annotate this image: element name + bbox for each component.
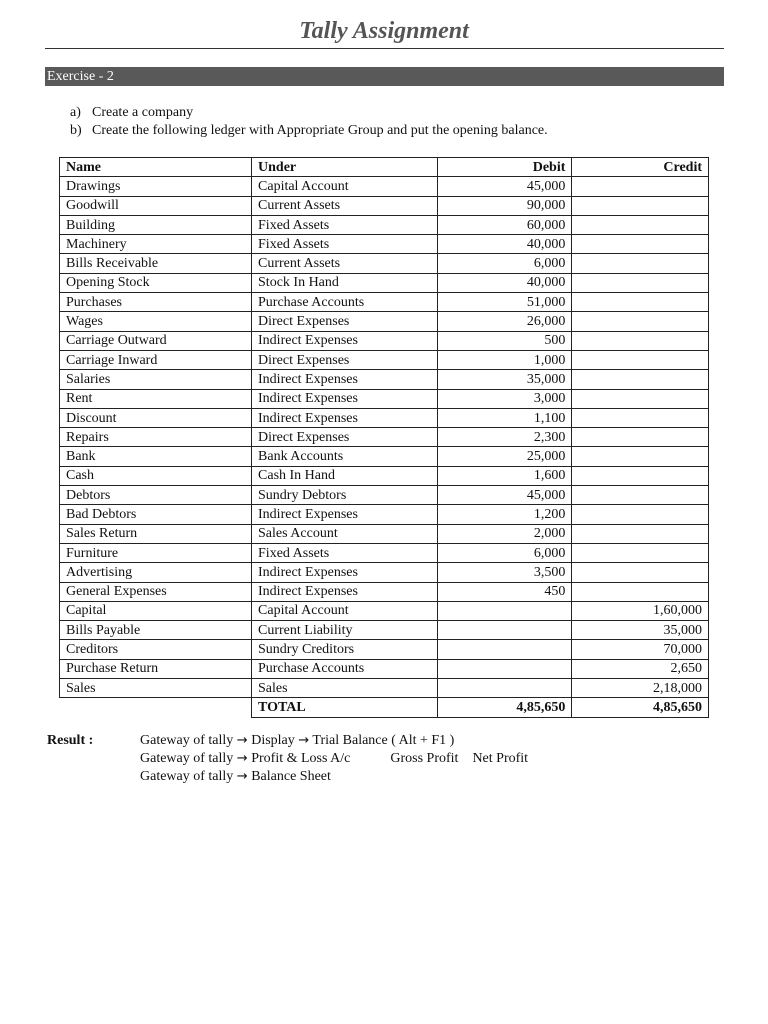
cell-name: Advertising bbox=[60, 563, 252, 582]
cell-under: Capital Account bbox=[252, 177, 438, 196]
cell-credit bbox=[572, 428, 709, 447]
cell-name: Bank bbox=[60, 447, 252, 466]
cell-credit bbox=[572, 293, 709, 312]
table-row bbox=[60, 466, 709, 485]
cell-credit bbox=[572, 273, 709, 292]
table-row bbox=[60, 486, 709, 505]
total-debit: 4,85,650 bbox=[437, 698, 572, 717]
cell-under: Current Liability bbox=[252, 621, 438, 640]
cell-debit: 51,000 bbox=[437, 293, 572, 312]
table-row bbox=[60, 640, 709, 659]
header-debit: Debit bbox=[437, 158, 572, 177]
cell-debit: 45,000 bbox=[437, 486, 572, 505]
table-row bbox=[60, 621, 709, 640]
cell-under: Indirect Expenses bbox=[252, 370, 438, 389]
cell-credit bbox=[572, 389, 709, 408]
table-row bbox=[60, 408, 709, 427]
cell-debit: 26,000 bbox=[437, 312, 572, 331]
cell-name: Purchase Return bbox=[60, 659, 252, 678]
table-row bbox=[60, 331, 709, 350]
cell-debit: 500 bbox=[437, 331, 572, 350]
table-row bbox=[60, 350, 709, 369]
cell-under: Sundry Creditors bbox=[252, 640, 438, 659]
cell-name: Cash bbox=[60, 466, 252, 485]
cell-debit: 45,000 bbox=[437, 177, 572, 196]
arrow-right-icon: → bbox=[236, 751, 248, 766]
cell-under: Sales bbox=[252, 679, 438, 698]
cell-credit bbox=[572, 505, 709, 524]
table-row bbox=[60, 563, 709, 582]
result-prefix: Gateway of tally bbox=[140, 769, 234, 784]
table-row bbox=[60, 389, 709, 408]
cell-under: Current Assets bbox=[252, 254, 438, 273]
cell-credit bbox=[572, 466, 709, 485]
cell-name: Carriage Inward bbox=[60, 350, 252, 369]
cell-debit: 6,000 bbox=[437, 254, 572, 273]
cell-under: Indirect Expenses bbox=[252, 563, 438, 582]
cell-debit bbox=[437, 621, 572, 640]
cell-under: Purchase Accounts bbox=[252, 293, 438, 312]
table-row bbox=[60, 505, 709, 524]
result-lines bbox=[140, 732, 528, 786]
cell-debit: 2,000 bbox=[437, 524, 572, 543]
table-row bbox=[60, 196, 709, 215]
result-line bbox=[140, 732, 528, 750]
cell-name: Furniture bbox=[60, 543, 252, 562]
cell-under: Direct Expenses bbox=[252, 312, 438, 331]
cell-credit bbox=[572, 524, 709, 543]
instruction-text: Create a company bbox=[92, 105, 194, 120]
cell-name: General Expenses bbox=[60, 582, 252, 601]
cell-name: Opening Stock bbox=[60, 273, 252, 292]
cell-under: Sundry Debtors bbox=[252, 486, 438, 505]
page-title: Tally Assignment bbox=[299, 18, 469, 44]
cell-credit bbox=[572, 543, 709, 562]
cell-debit bbox=[437, 640, 572, 659]
arrow-right-icon: → bbox=[298, 733, 310, 748]
cell-credit bbox=[572, 215, 709, 234]
instruction-letter: b) bbox=[70, 123, 82, 138]
cell-debit bbox=[437, 659, 572, 678]
cell-credit bbox=[572, 563, 709, 582]
cell-under: Indirect Expenses bbox=[252, 408, 438, 427]
cell-name: Debtors bbox=[60, 486, 252, 505]
table-row bbox=[60, 659, 709, 678]
table-row bbox=[60, 273, 709, 292]
cell-credit: 2,650 bbox=[572, 659, 709, 678]
table-row bbox=[60, 235, 709, 254]
table-row bbox=[60, 582, 709, 601]
cell-debit: 40,000 bbox=[437, 235, 572, 254]
cell-debit: 3,500 bbox=[437, 563, 572, 582]
result-path-step: Balance Sheet bbox=[251, 769, 331, 784]
cell-credit bbox=[572, 312, 709, 331]
cell-credit bbox=[572, 408, 709, 427]
cell-debit bbox=[437, 679, 572, 698]
cell-debit: 6,000 bbox=[437, 543, 572, 562]
cell-name: Salaries bbox=[60, 370, 252, 389]
cell-debit bbox=[437, 601, 572, 620]
cell-credit bbox=[572, 177, 709, 196]
cell-credit bbox=[572, 486, 709, 505]
table-row bbox=[60, 312, 709, 331]
cell-debit: 35,000 bbox=[437, 370, 572, 389]
cell-name: Building bbox=[60, 215, 252, 234]
cell-debit: 1,100 bbox=[437, 408, 572, 427]
cell-credit bbox=[572, 447, 709, 466]
cell-under: Stock In Hand bbox=[252, 273, 438, 292]
cell-debit: 1,200 bbox=[437, 505, 572, 524]
result-prefix: Gateway of tally bbox=[140, 751, 234, 766]
cell-name: Bad Debtors bbox=[60, 505, 252, 524]
cell-debit: 40,000 bbox=[437, 273, 572, 292]
cell-under: Fixed Assets bbox=[252, 543, 438, 562]
table-row bbox=[60, 215, 709, 234]
table-row bbox=[60, 524, 709, 543]
cell-under: Indirect Expenses bbox=[252, 389, 438, 408]
cell-debit: 90,000 bbox=[437, 196, 572, 215]
cell-debit: 450 bbox=[437, 582, 572, 601]
cell-credit: 70,000 bbox=[572, 640, 709, 659]
result-line bbox=[140, 768, 528, 786]
table-row bbox=[60, 293, 709, 312]
total-spacer bbox=[60, 698, 252, 717]
table-row bbox=[60, 679, 709, 698]
table-row bbox=[60, 254, 709, 273]
cell-name: Carriage Outward bbox=[60, 331, 252, 350]
table-row bbox=[60, 428, 709, 447]
total-label: TOTAL bbox=[252, 698, 438, 717]
cell-debit: 1,600 bbox=[437, 466, 572, 485]
cell-under: Indirect Expenses bbox=[252, 331, 438, 350]
cell-debit: 2,300 bbox=[437, 428, 572, 447]
cell-credit bbox=[572, 370, 709, 389]
cell-credit: 1,60,000 bbox=[572, 601, 709, 620]
cell-under: Fixed Assets bbox=[252, 215, 438, 234]
result-extra: Net Profit bbox=[472, 751, 529, 766]
cell-credit bbox=[572, 196, 709, 215]
table-row bbox=[60, 177, 709, 196]
cell-name: Discount bbox=[60, 408, 252, 427]
total-row bbox=[60, 698, 709, 717]
cell-debit: 3,000 bbox=[437, 389, 572, 408]
instruction-letter: a) bbox=[70, 105, 81, 120]
cell-under: Purchase Accounts bbox=[252, 659, 438, 678]
cell-name: Repairs bbox=[60, 428, 252, 447]
instructions-list bbox=[70, 104, 548, 140]
cell-under: Direct Expenses bbox=[252, 428, 438, 447]
cell-under: Direct Expenses bbox=[252, 350, 438, 369]
cell-credit: 2,18,000 bbox=[572, 679, 709, 698]
cell-under: Cash In Hand bbox=[252, 466, 438, 485]
ledger-table bbox=[59, 157, 709, 718]
result-label: Result : bbox=[47, 733, 94, 748]
ledger-body bbox=[60, 177, 709, 698]
cell-debit: 60,000 bbox=[437, 215, 572, 234]
result-extra: Gross Profit bbox=[390, 751, 459, 766]
cell-credit bbox=[572, 331, 709, 350]
title-divider bbox=[45, 48, 724, 49]
cell-name: Drawings bbox=[60, 177, 252, 196]
cell-under: Indirect Expenses bbox=[252, 505, 438, 524]
cell-name: Machinery bbox=[60, 235, 252, 254]
instruction-item bbox=[70, 122, 548, 140]
instruction-text: Create the following ledger with Appropriate Group and put the opening balance. bbox=[92, 123, 548, 138]
result-line bbox=[140, 750, 528, 768]
total-credit: 4,85,650 bbox=[572, 698, 709, 717]
table-header-row bbox=[60, 158, 709, 177]
cell-under: Capital Account bbox=[252, 601, 438, 620]
exercise-heading: Exercise - 2 bbox=[45, 67, 724, 86]
cell-name: Wages bbox=[60, 312, 252, 331]
cell-debit: 25,000 bbox=[437, 447, 572, 466]
table-row bbox=[60, 601, 709, 620]
cell-name: Sales Return bbox=[60, 524, 252, 543]
cell-name: Goodwill bbox=[60, 196, 252, 215]
cell-credit bbox=[572, 254, 709, 273]
table-row bbox=[60, 370, 709, 389]
result-path-step: Trial Balance ( Alt + F1 ) bbox=[312, 733, 455, 748]
result-path-step: Profit & Loss A/c bbox=[251, 751, 351, 766]
result-path-step: Display bbox=[251, 733, 295, 748]
cell-name: Rent bbox=[60, 389, 252, 408]
header-name: Name bbox=[60, 158, 252, 177]
instruction-item bbox=[70, 104, 548, 122]
cell-under: Current Assets bbox=[252, 196, 438, 215]
cell-name: Creditors bbox=[60, 640, 252, 659]
cell-debit: 1,000 bbox=[437, 350, 572, 369]
table-row bbox=[60, 447, 709, 466]
arrow-right-icon: → bbox=[236, 769, 248, 784]
cell-under: Sales Account bbox=[252, 524, 438, 543]
cell-credit bbox=[572, 582, 709, 601]
cell-name: Bills Receivable bbox=[60, 254, 252, 273]
cell-under: Bank Accounts bbox=[252, 447, 438, 466]
cell-name: Bills Payable bbox=[60, 621, 252, 640]
cell-name: Purchases bbox=[60, 293, 252, 312]
header-under: Under bbox=[252, 158, 438, 177]
result-prefix: Gateway of tally bbox=[140, 733, 234, 748]
cell-name: Capital bbox=[60, 601, 252, 620]
cell-name: Sales bbox=[60, 679, 252, 698]
cell-under: Indirect Expenses bbox=[252, 582, 438, 601]
cell-credit bbox=[572, 235, 709, 254]
table-row bbox=[60, 543, 709, 562]
arrow-right-icon: → bbox=[236, 733, 248, 748]
cell-under: Fixed Assets bbox=[252, 235, 438, 254]
cell-credit bbox=[572, 350, 709, 369]
header-credit: Credit bbox=[572, 158, 709, 177]
cell-credit: 35,000 bbox=[572, 621, 709, 640]
